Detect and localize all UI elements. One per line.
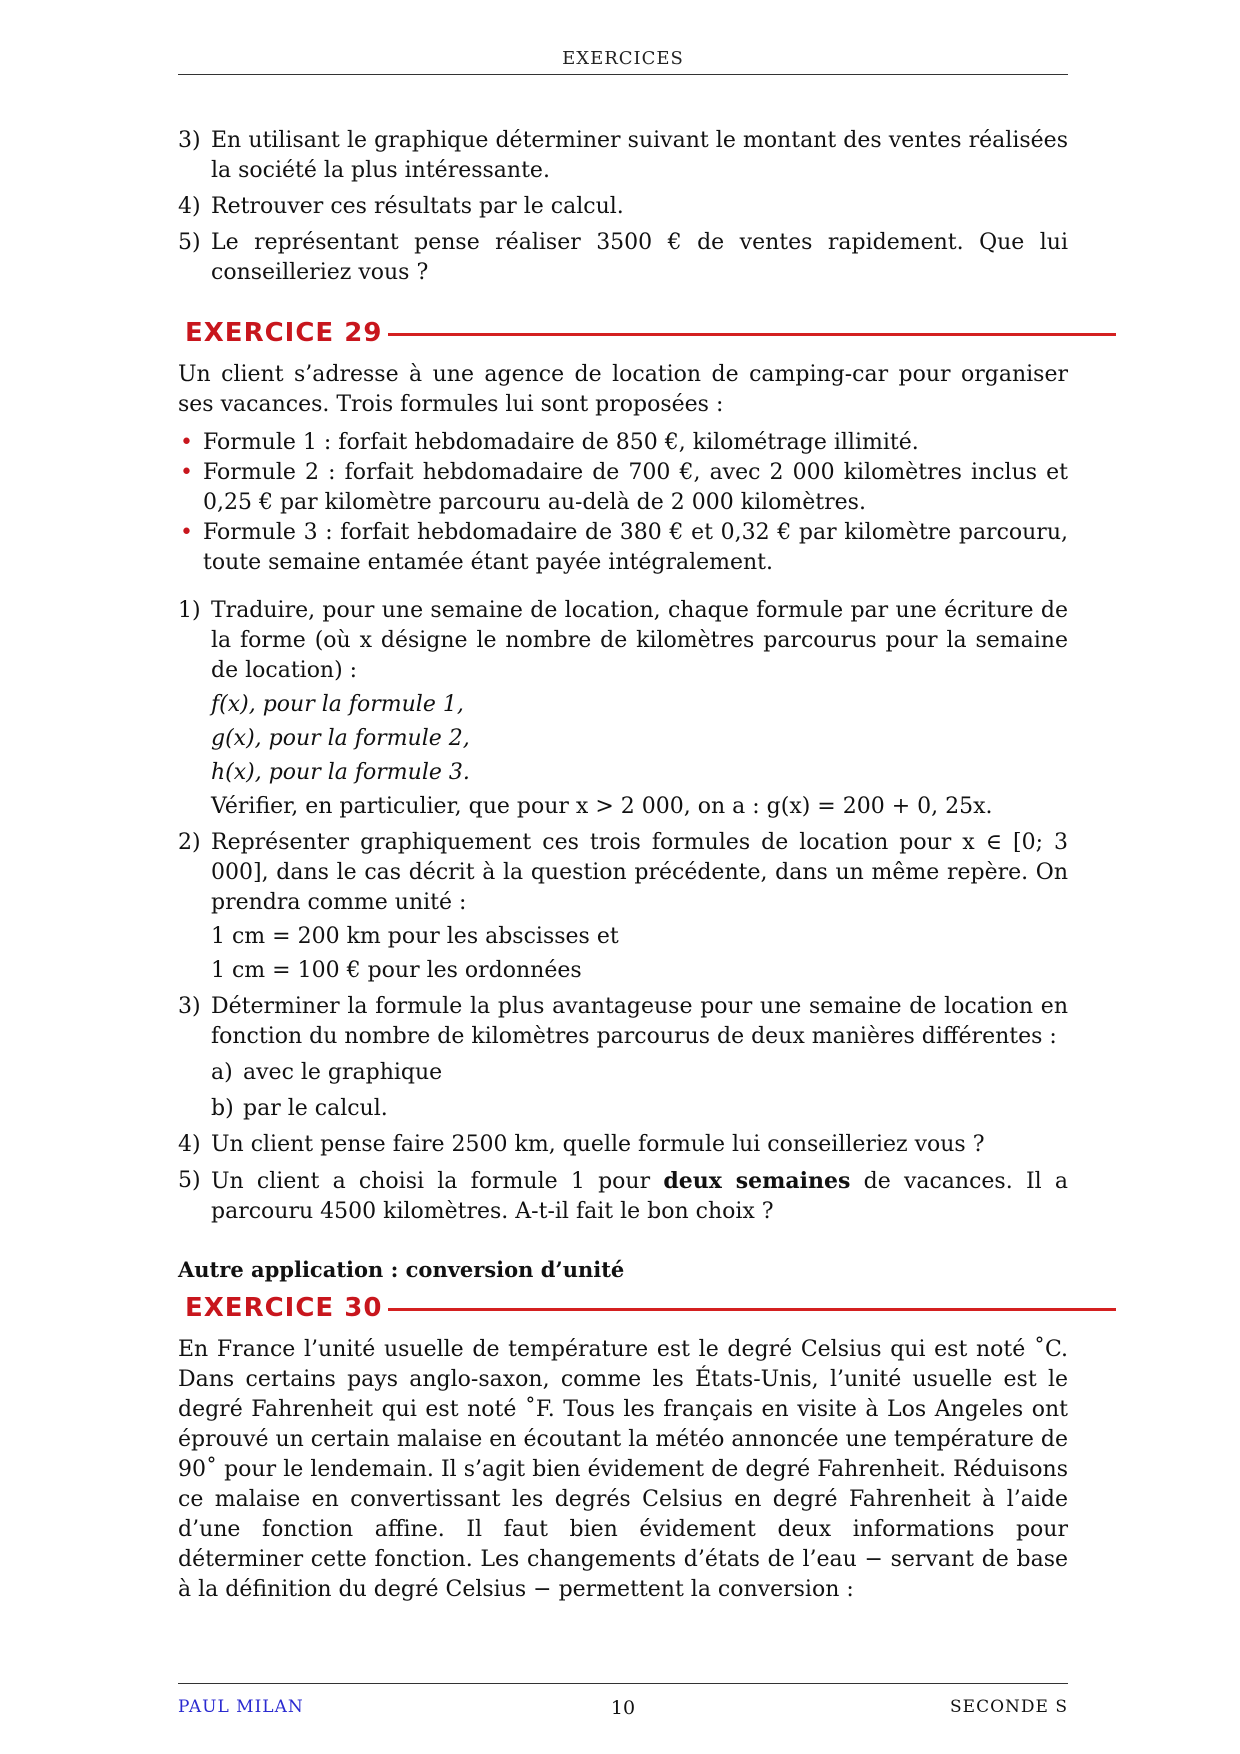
exercise-heading-rule xyxy=(388,1308,1116,1311)
question-3: 3) Déterminer la formule la plus avantageuse pour une semaine de location en fonction du nombre de kilomètres parcourus de deux manières différentes : xyxy=(178,994,1068,1049)
bullet-item: • Formule 2 : forfait hebdomadaire de 700 €, avec 2 000 kilomètres inclus et 0,25 € par kilomètre parcouru au-delà de 2 000 kilomètres. xyxy=(180,460,1068,515)
bullet-icon: • xyxy=(180,430,193,455)
exercise-29-intro: Un client s’adresse à une agence de location de camping-car pour organiser ses vacances. Trois formules lui sont proposées : xyxy=(178,362,1068,417)
header-rule xyxy=(178,74,1068,75)
exercise-29-heading xyxy=(178,316,1068,356)
bullet-item: • Formule 1 : forfait hebdomadaire de 850 €, kilométrage illimité. xyxy=(178,428,1068,458)
exercise-30-title: EXERCICE 30 xyxy=(185,1293,383,1323)
exercise-30-text: En France l’unité usuelle de température est le degré Celsius qui est noté ˚C. Dans certains pays anglo-saxon, comme les États-Unis, l’unité usuelle est le degré Fahrenheit qui est noté ˚F. Tous les français en visite à Los Angeles ont éprouvé un certain malaise en écoutant la météo annoncée une température de 90˚ pour le lendemain. Il s’agit bien évidement de degré Fahrenheit. Réduisons ce malaise en convertissant les degrés Celsius en degré Fahrenheit à l’aide d’une fonction affine. Il faut bien évidement deux informations pour déterminer cette fonction. Les changements d’états de l’eau − servant de base à la définition du degré Celsius − permettent la conversion : xyxy=(178,1337,1068,1602)
sub-item: b) par le calcul. xyxy=(211,1096,388,1121)
unit-line: 1 cm = 200 km pour les abscisses et xyxy=(211,924,619,949)
top-question-list xyxy=(178,126,1068,288)
formula-line: h(x), pour la formule 3. xyxy=(211,760,470,785)
running-header: EXERCICES xyxy=(562,48,684,69)
document-page xyxy=(178,0,1068,1754)
question-3-subitems xyxy=(178,1058,1068,1124)
formula-line: f(x), pour la formule 1, xyxy=(211,692,464,717)
bullet-icon: • xyxy=(180,460,193,485)
footer-author: PAUL MILAN xyxy=(178,1697,304,1717)
question-2: 2) Représenter graphiquement ces trois formules de location pour x ∈ [0; 3 000], dans le cas décrit à la question précédente, dans un même repère. On prendra comme unité : 1 cm = 200 km pour les abscisses et 1 cm = 100 € pour les ordonnées xyxy=(178,828,1068,986)
exercise-29-title: EXERCICE 29 xyxy=(185,318,383,348)
footer-rule xyxy=(178,1683,1068,1684)
page-content xyxy=(178,126,1068,1605)
exercise-29-questions xyxy=(178,596,1068,1052)
question-5: 5) Un client a choisi la formule 1 pour deux semaines de vacances. Il a parcouru 4500 kilomètres. A-t-il fait le bon choix ? xyxy=(178,1168,1069,1224)
formula-line: g(x), pour la formule 2, xyxy=(211,726,470,751)
list-item: 3) En utilisant le graphique déterminer suivant le montant des ventes réalisées la société la plus intéressante. xyxy=(178,128,1068,183)
sub-item: a) avec le graphique xyxy=(211,1060,443,1085)
unit-line: 1 cm = 100 € pour les ordonnées xyxy=(211,958,582,983)
footer-course: SECONDE S xyxy=(950,1697,1068,1717)
question-4: 4) Un client pense faire 2500 km, quelle formule lui conseilleriez vous ? xyxy=(178,1132,985,1157)
exercise-heading-rule xyxy=(388,333,1116,336)
bullet-icon: • xyxy=(180,520,193,545)
bullet-item: • Formule 3 : forfait hebdomadaire de 380 € et 0,32 € par kilomètre parcouru, toute semaine entamée étant payée intégralement. xyxy=(180,520,1068,575)
list-item: 5) Le représentant pense réaliser 3500 € de ventes rapidement. Que lui conseilleriez vous ? xyxy=(178,230,1068,285)
exercise-30-heading xyxy=(178,1291,1068,1331)
section-title: Autre application : conversion d’unité xyxy=(178,1257,625,1282)
page-number: 10 xyxy=(610,1697,636,1719)
list-item: 4) Retrouver ces résultats par le calcul. xyxy=(178,194,624,219)
question-1: 1) Traduire, pour une semaine de location, chaque formule par une écriture de la forme (où x désigne le nombre de kilomètres parcourus pour la semaine de location) : f(x), pour la formule 1, g(x), pour la formule 2, h(x), pour la formule 3. Vérifier, en particulier, que pour x > 2 000, on a : g(x) = 200 + 0, 25x. xyxy=(178,596,1068,822)
emphasis-text: deux semaines xyxy=(663,1168,851,1194)
formula-line: Vérifier, en particulier, que pour x > 2 000, on a : g(x) = 200 + 0, 25x. xyxy=(211,794,993,819)
formula-bullet-list xyxy=(178,428,1068,578)
exercise-29-questions-end xyxy=(178,1130,1068,1227)
